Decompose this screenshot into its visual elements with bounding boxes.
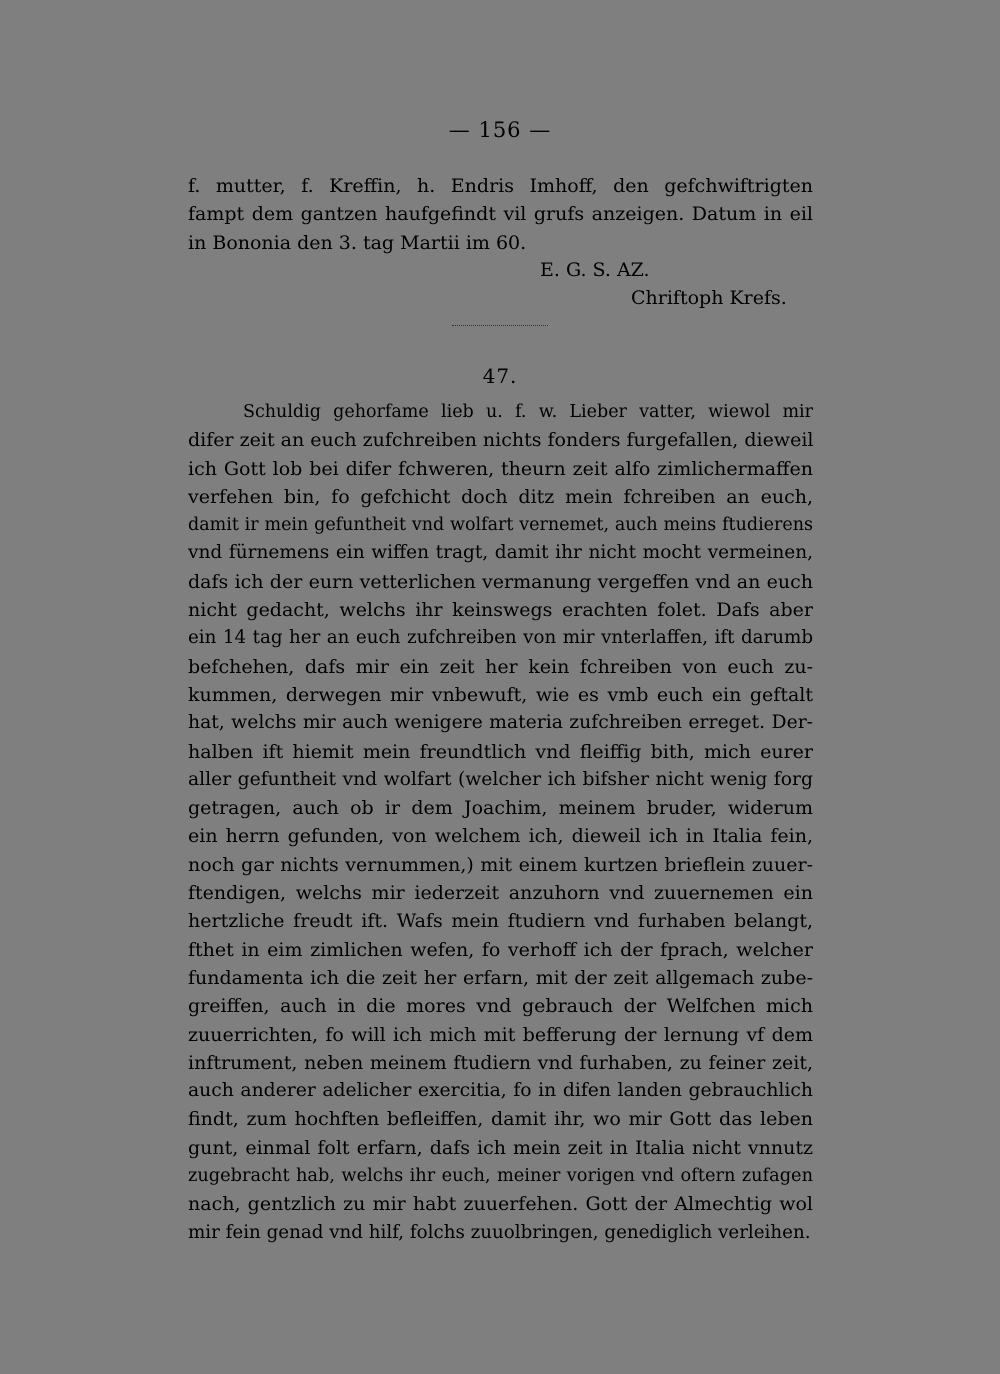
text-line: f. mutter, f. Kreffin, h. Endris Imhoff, den gefchwiftrigten xyxy=(188,175,813,197)
text-line: ein herrn gefunden, von welchem ich, dieweil ich in Italia fein, xyxy=(188,825,813,848)
text-line: halben ift hiemit mein freundtlich vnd fleiffig bith, mich eurer xyxy=(188,740,813,763)
letter-number: 47. xyxy=(482,364,518,388)
text-line: hertzliche freudt ift. Wafs mein ftudiern vnd furhaben belangt, xyxy=(188,910,813,933)
text-line: fundamenta ich die zeit her erfarn, mit der zeit allgemach zube- xyxy=(188,966,813,989)
text-line: findt, zum hochften befleiffen, damit ihr, wo mir Gott das leben xyxy=(188,1108,813,1131)
text-line: dafs ich der eurn vetterlichen vermanung vergeffen vnd an euch xyxy=(188,570,813,593)
text-line: Schuldig gehorfame lieb u. f. w. Lieber vatter, wiewol mir xyxy=(243,402,813,422)
text-line: kummen, derwegen mir vnbewuft, wie es vmb euch ein geftalt xyxy=(188,683,813,706)
text-line: fampt dem gantzen haufgefindt vil grufs anzeigen. Datum in eil xyxy=(188,203,813,226)
text-line: nach, gentzlich zu mir habt zuuerfehen. Gott der Almechtig wol xyxy=(188,1193,813,1216)
text-line: inftrument, neben meinem ftudiern vnd furhaben, zu feiner zeit, xyxy=(188,1051,813,1074)
text-line: auch anderer adelicher exercitia, fo in difen landen gebrauchlich xyxy=(188,1080,813,1102)
section-divider xyxy=(452,325,548,326)
text-line: ich Gott lob bei difer fchweren, theurn zeit alfo zimlichermaffen xyxy=(188,457,813,480)
text-line: gunt, einmal folt erfarn, dafs ich mein zeit in Italia nicht vnnutz xyxy=(188,1136,813,1159)
text-line: difer zeit an euch zufchreiben nichts fonders furgefallen, dieweil xyxy=(188,429,814,452)
signature: Chriftoph Krefs. xyxy=(631,287,787,309)
text-line: damit ir mein gefuntheit vnd wolfart vernemet, auch meins ftudierens xyxy=(188,515,813,536)
text-line: vnd fürnemens ein wiffen tragt, damit ihr nicht mocht vermeinen, xyxy=(188,542,813,564)
text-line: in Bononia den 3. tag Martii im 60. xyxy=(188,231,527,254)
text-line: getragen, auch ob ir dem Joachim, meinem bruder, widerum xyxy=(188,797,813,820)
letter-body xyxy=(188,398,813,1247)
text-line: nicht gedacht, welchs ihr keinswegs erachten folet. Dafs aber xyxy=(188,599,813,622)
page-number-header: — 156 — xyxy=(448,118,552,142)
closing-initials: E. G. S. AZ. xyxy=(540,259,650,281)
text-line: fthet in eim zimlichen wefen, fo verhoff ich der fprach, welcher xyxy=(188,938,813,961)
text-line: hat, welchs mir auch wenigere materia zufchreiben erreget. Der- xyxy=(188,712,813,734)
text-line: aller gefuntheit vnd wolfart (welcher ich bifsher nicht wenig forg xyxy=(188,768,813,790)
text-line: mir fein genad vnd hilf, folchs zuuolbringen, genediglich verleihen. xyxy=(188,1221,811,1243)
text-line: zugebracht hab, welchs ihr euch, meiner vorigen vnd oftern zufagen xyxy=(188,1166,813,1187)
text-line: noch gar nichts vernummen,) mit einem kurtzen brieflein zuuer- xyxy=(188,853,813,876)
text-line: ftendigen, welchs mir iederzeit anzuhorn vnd zuuernemen ein xyxy=(188,882,813,905)
text-line: greiffen, auch in die mores vnd gebrauch der Welfchen mich xyxy=(188,995,813,1018)
text-line: befchehen, dafs mir ein zeit her kein fchreiben von euch zu- xyxy=(188,655,813,678)
text-line: verfehen bin, fo gefchicht doch ditz mein fchreiben an euch, xyxy=(188,485,813,508)
text-line: ein 14 tag her an euch zufchreiben von mir vnterlaffen, ift darumb xyxy=(188,627,813,649)
text-line: zuuerrichten, fo will ich mich mit befferung der lernung vf dem xyxy=(188,1023,813,1046)
intro-paragraph xyxy=(188,172,813,257)
